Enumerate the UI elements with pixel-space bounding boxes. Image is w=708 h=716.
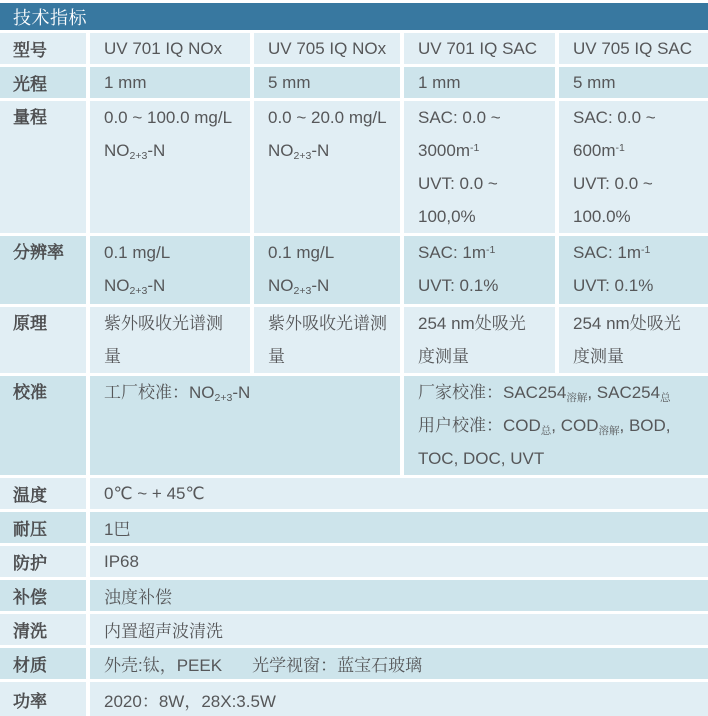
table-row-optical-path (0, 67, 708, 98)
cell-resolution-3: SAC: $1m^{-1}$ UVT: 0.1% (559, 236, 708, 304)
table-row-pressure (0, 512, 708, 543)
section-title: 技术指标 (13, 7, 87, 28)
cell-compensation-0: 浊度补偿 (90, 580, 708, 611)
cell-temperature-0: 0℃ ~ + 45℃ (90, 478, 708, 509)
cell-pressure-0: 1巴 (90, 512, 708, 543)
cell-model-0: UV 701 IQ NOx (90, 33, 250, 64)
table-row-compensation (0, 580, 708, 611)
cell-resolution-2: SAC: $1m^{-1}$ UVT: 0.1% (404, 236, 555, 304)
row-label-range: 量程 (0, 101, 86, 233)
cell-range-3: SAC: 0.0 ~ $600m^{-1}$ UVT: 0.0 ~ 100.0% (559, 101, 708, 233)
table-row-power (0, 682, 708, 716)
table-row-material (0, 648, 708, 679)
table-row-principle (0, 307, 708, 373)
row-label-protection: 防护 (0, 546, 86, 577)
table-row-model (0, 33, 708, 64)
row-label-resolution: 分辨率 (0, 236, 86, 304)
row-label-material: 材质 (0, 648, 86, 679)
table-row-range (0, 101, 708, 233)
table-row-cleaning (0, 614, 708, 645)
row-label-optical-path: 光程 (0, 67, 86, 98)
cell-range-2: SAC: 0.0 ~ $3000m^{-1}$ UVT: 0.0 ~ 100,0% (404, 101, 555, 233)
row-label-calibration: 校准 (0, 376, 86, 475)
cell-optical-path-0: 1 mm (90, 67, 250, 98)
row-label-compensation: 补偿 (0, 580, 86, 611)
cell-cleaning-0: 内置超声波清洗 (90, 614, 708, 645)
cell-calibration-0: 工厂校准：$NO_{2+3}-N$ (90, 376, 400, 475)
row-label-model: 型号 (0, 33, 86, 64)
cell-optical-path-3: 5 mm (559, 67, 708, 98)
cell-calibration-1: 厂家校准：$SAC254_{溶解}$, $SAC254_总$ 用户校准：$COD_总$, $COD_{溶解}$, BOD, TOC, DOC, UVT (404, 376, 708, 475)
row-label-temperature: 温度 (0, 478, 86, 509)
cell-optical-path-2: 1 mm (404, 67, 555, 98)
table-row-protection (0, 546, 708, 577)
row-label-pressure: 耐压 (0, 512, 86, 543)
cell-principle-1: 紫外吸收光谱测 量 (254, 307, 400, 373)
cell-resolution-0: 0.1 mg/L $NO_{2+3}-N$ (90, 236, 250, 304)
cell-power-0: 2020：8W，28X:3.5W (90, 682, 708, 716)
row-label-cleaning: 清洗 (0, 614, 86, 645)
cell-range-1: 0.0 ~ 20.0 mg/L $NO_{2+3}-N$ (254, 101, 400, 233)
row-label-principle: 原理 (0, 307, 86, 373)
table-row-resolution (0, 236, 708, 304)
cell-model-1: UV 705 IQ NOx (254, 33, 400, 64)
table-row-calibration (0, 376, 708, 475)
cell-range-0: 0.0 ~ 100.0 mg/L $NO_{2+3}-N$ (90, 101, 250, 233)
cell-protection-0: IP68 (90, 546, 708, 577)
cell-optical-path-1: 5 mm (254, 67, 400, 98)
cell-resolution-1: 0.1 mg/L $NO_{2+3}-N$ (254, 236, 400, 304)
table-row-temperature (0, 478, 708, 509)
cell-material-0: 外壳:钛，PEEK 光学视窗：蓝宝石玻璃 (90, 648, 708, 679)
section-header-bar (0, 3, 708, 30)
cell-model-2: UV 701 IQ SAC (404, 33, 555, 64)
spec-table (0, 33, 708, 716)
row-label-power: 功率 (0, 682, 86, 716)
cell-principle-0: 紫外吸收光谱测 量 (90, 307, 250, 373)
cell-principle-3: 254 nm处吸光 度测量 (559, 307, 708, 373)
cell-principle-2: 254 nm处吸光 度测量 (404, 307, 555, 373)
cell-model-3: UV 705 IQ SAC (559, 33, 708, 64)
